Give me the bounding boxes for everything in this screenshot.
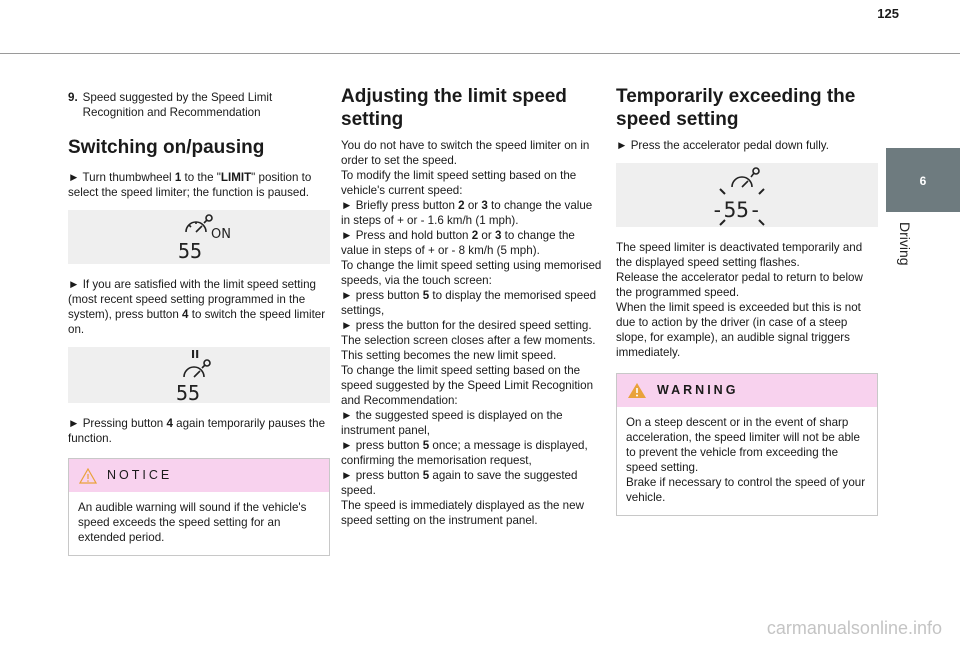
paragraph: To change the limit speed setting based on the speed suggested by the Speed Limit Recognition and Recommendation: xyxy=(341,364,594,407)
pause-icon: II xyxy=(191,348,200,361)
paragraph: ► Briefly press button 2 or 3 to change the value in steps of + or - 1.6 km/h (1 mph). xyxy=(341,199,593,227)
page-number: 125 xyxy=(877,6,899,21)
paragraph: ► the suggested speed is displayed on the instrument panel, xyxy=(341,409,563,437)
header-rule xyxy=(0,53,960,54)
chapter-tab[interactable] xyxy=(886,148,960,212)
watermark: carmanualsonline.info xyxy=(766,618,942,638)
paragraph-thumbwheel: ► Turn thumbwheel 1 to the "LIMIT" position to select the speed limiter; the function is paused. xyxy=(68,171,312,199)
illustration-limiter-on xyxy=(68,210,330,264)
speedometer-icon xyxy=(184,360,210,377)
column-middle xyxy=(341,85,603,528)
paragraph: To change the limit speed setting using memorised speeds, via the touch screen: xyxy=(341,259,602,287)
paragraph: ► Press the accelerator pedal down fully. xyxy=(616,139,829,152)
section-heading-switching: Switching on/pausing xyxy=(68,137,265,158)
speed-digits: -55- xyxy=(711,198,762,222)
paragraph: ► press button 5 again to save the suggested speed. xyxy=(341,469,578,497)
warning-title: WARNING xyxy=(657,383,739,397)
warning-text: On a steep descent or in the event of sharp acceleration, the speed limiter will not be able to prevent the vehicle from exceeding the speed setting. xyxy=(626,416,860,474)
paragraph: When the limit speed is exceeded but this is not due to action by the driver (in case of a steep slope, for example), an audible signal triggers immediately. xyxy=(616,301,861,359)
chapter-number: 6 xyxy=(919,174,927,188)
paragraph: To modify the limit speed setting based on the vehicle's current speed: xyxy=(341,169,577,197)
warning-body xyxy=(617,407,877,515)
warning-triangle-icon xyxy=(627,382,647,399)
illustration-limiter-paused xyxy=(68,347,330,403)
paragraph: This setting becomes the new limit speed. xyxy=(341,349,557,362)
speedometer-icon xyxy=(732,168,759,187)
paragraph: The selection screen closes after a few moments. xyxy=(341,334,596,347)
list-item-text: Speed suggested by the Speed Limit Recognition and Recommendation xyxy=(82,91,273,119)
paragraph: Release the accelerator pedal to return to below the programmed speed. xyxy=(616,271,863,299)
column-left xyxy=(68,85,330,556)
section-heading-exceeding: Temporarily exceeding the speed setting xyxy=(616,86,856,130)
paragraph: The speed is immediately displayed as the new speed setting on the instrument panel. xyxy=(341,499,584,527)
warning-text: Brake if necessary to control the speed of your vehicle. xyxy=(626,476,866,504)
section-heading-adjusting: Adjusting the limit speed setting xyxy=(341,86,567,130)
speed-digits: 55 xyxy=(176,381,201,403)
paragraph: You do not have to switch the speed limiter on in order to set the speed. xyxy=(341,139,590,167)
column-right xyxy=(616,85,878,516)
illustration-flashing-speed xyxy=(616,163,878,227)
paragraph: ► Press and hold button 2 or 3 to change the value in steps of + or - 8 km/h (5 mph). xyxy=(341,229,575,257)
warning-header xyxy=(617,374,877,407)
speed-digits: 55 xyxy=(178,239,203,263)
list-item-number: 9. xyxy=(68,91,78,104)
speedometer-icon xyxy=(186,215,212,232)
list-item-9 xyxy=(68,90,330,120)
notice-body: An audible warning will sound if the vehicle's speed exceeds the speed setting for an extended period. xyxy=(78,501,307,544)
paragraph: ► press the button for the desired speed setting. xyxy=(341,319,592,332)
warning-triangle-icon xyxy=(79,468,97,484)
notice-box xyxy=(68,458,330,556)
notice-header xyxy=(69,459,329,492)
chapter-label: Driving xyxy=(897,222,913,266)
paragraph-pause: ► Pressing button 4 again temporarily pauses the function. xyxy=(68,417,326,445)
warning-box xyxy=(616,373,878,516)
paragraph-switch-on: ► If you are satisfied with the limit speed setting (most recent speed setting programmed in the system), press button 4 to switch the speed limiter on. xyxy=(68,278,326,336)
paragraph: The speed limiter is deactivated temporarily and the displayed speed setting flashes. xyxy=(616,241,863,269)
paragraph: ► press button 5 to display the memorised speed settings, xyxy=(341,289,597,317)
status-on-label: ON xyxy=(211,227,231,242)
notice-title: NOTICE xyxy=(107,468,173,482)
paragraph: ► press button 5 once; a message is displayed, confirming the memorisation request, xyxy=(341,439,588,467)
